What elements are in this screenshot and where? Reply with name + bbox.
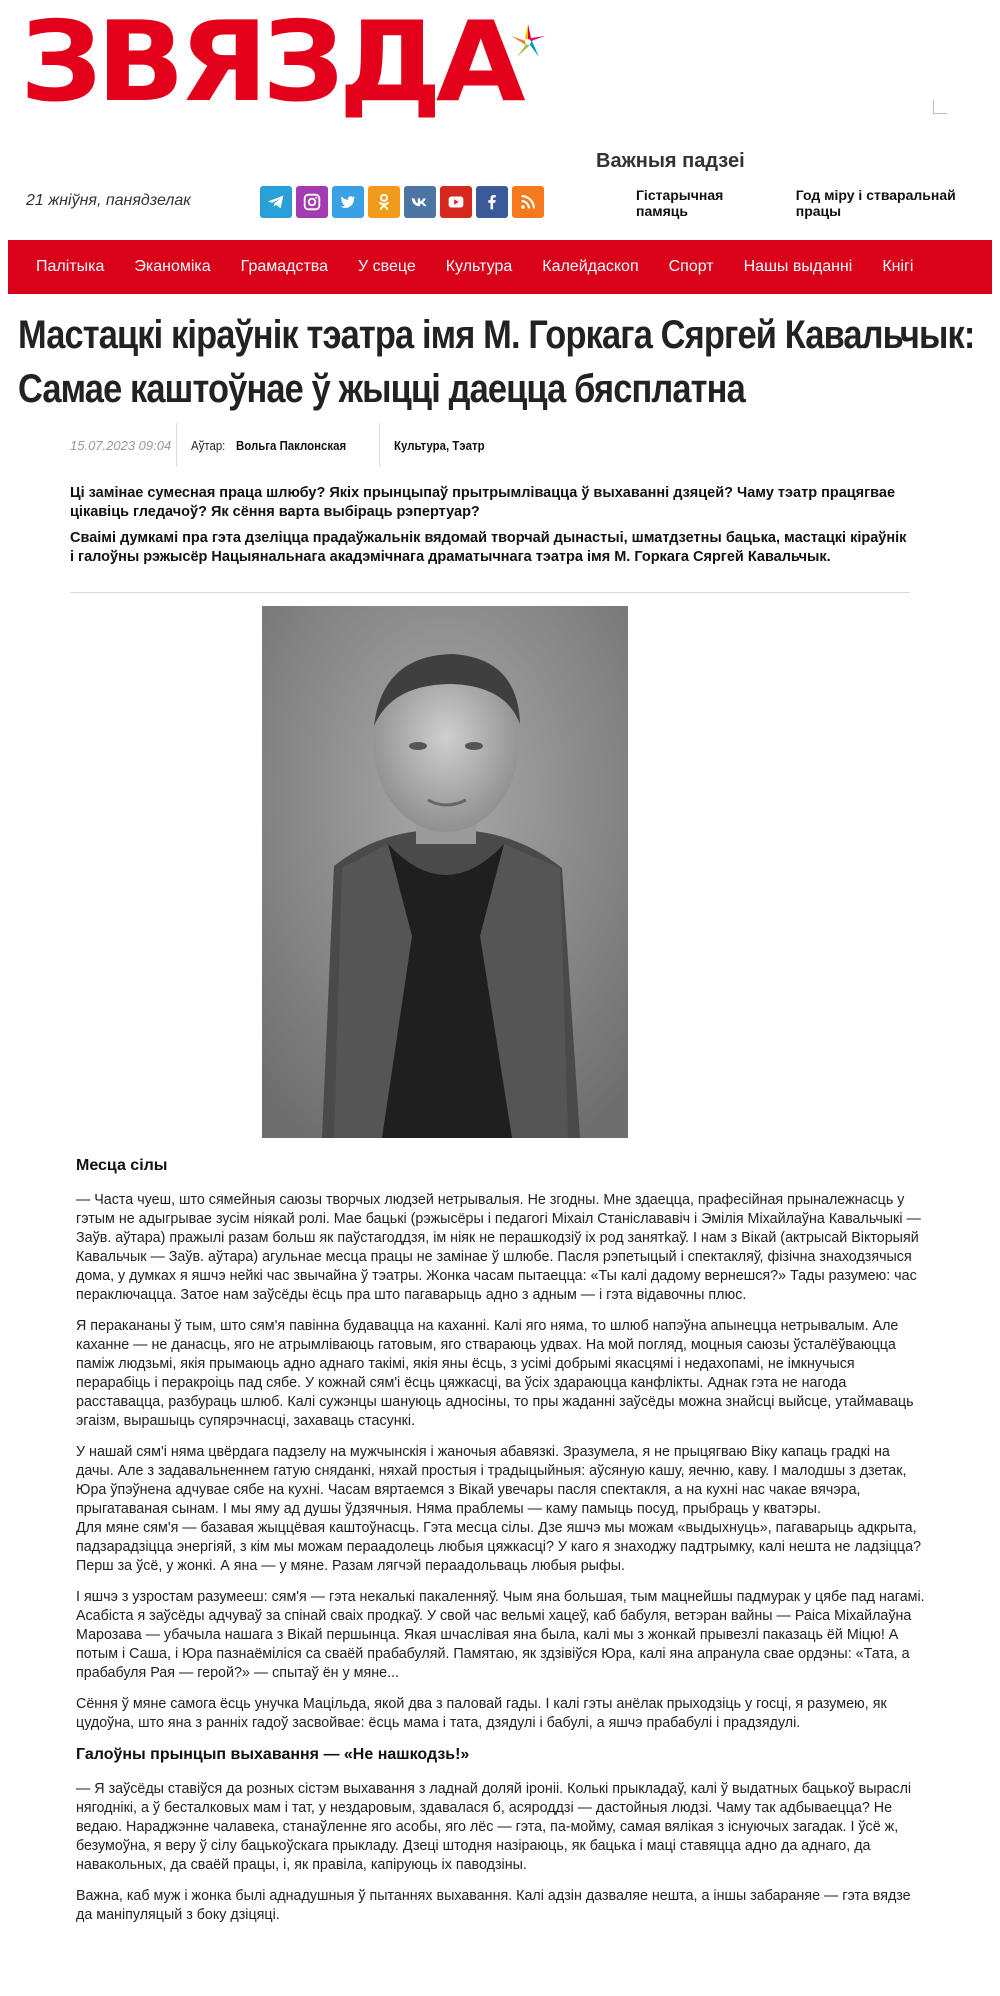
nav-item-politics[interactable]: Палітыка [36, 258, 105, 275]
headline-line-1: Мастацкі кіраўнік тэатра імя М. Горкага Сяргей Кавальчык: [18, 313, 975, 357]
section-heading-upbringing: Галоўны прынцып выхавання — «Не нашкодзь!» [76, 1746, 470, 1763]
paragraph: — Я заўсёды ставіўся да розных сістэм выхавання з ладнай доляй іроніі. Колькі прыкладаў, калі ў выдатных бацькоў выраслі нягоднікі, а ў бесталковых мам і тат, у нездаровым, здавалася б, асяроддзі — дастойныя людзі. Чаму так адбываецца? Не ведаю. Нараджэнне чалавека, станаўленне яго асобы, яго лёс — гэта, па-мойму, самая вялікая з існуючых загадак. І ўсё ж, безумоўна, я веру ў сілу бацькоўскага прыкладу. Дзеці штодня назіраюць, як бацька і маці ставяцца адно да аднаго, да навакольных, да сваёй працы, і, як правіла, капіруюць іх паводзіны. [76, 1781, 912, 1873]
nav-item-culture[interactable]: Культура [445, 258, 513, 275]
paragraph: Я перакананы ў тым, што сям'я павінна будавацца на каханні. Калі яго няма, то шлюб напэўна апынецца нетрывалым. Але каханне — не данасць, яго не атрымліваюць гатовым, яго ствараюць удвах. На мой погляд, моцныя саюзы ўсталёўваюцца паміж людзьмі, якія прымаюць адно аднаго такімі, якія яны ёсць, з усімі добрымі якасцямі і недахопамі, не імкнучыся перарабіць і перакроіць пад сябе. У кожнай сям'і ёсць цяжкасці, ва ўсіх здараюцца канфлікты. Аднак гэта не нагода расставацца, разбураць шлюб. Калі сужэнцы шануюць адносіны, то пры жаданні заўсёды можна знайсці выйсце, утаймаваць эгаізм, вырашыць супярэчнасці, захаваць стасункі. [76, 1318, 914, 1429]
facebook-icon[interactable] [476, 186, 508, 218]
rss-icon[interactable] [512, 186, 544, 218]
social-links [260, 186, 544, 218]
meta-divider [176, 423, 177, 467]
nav-item-society[interactable]: Грамадства [240, 258, 329, 275]
nav-item-publications[interactable]: Нашы выданні [743, 258, 853, 275]
important-link-year-of-peace[interactable]: Год міру і стваральнай працы [795, 187, 956, 219]
article-headline [18, 308, 975, 416]
article-photo[interactable] [262, 606, 628, 1138]
paragraph: Сёння ў мяне самога ёсць унучка Мацільда, якой два з паловай гады. І калі гэты анёлак прыходзіць у госці, я разумею, як цудоўна, што яна з ранніх гадоў засвойвае: ёсць мама і тата, дзядулі і бабулі, а яшчэ прабабулі і прадзядулі. [76, 1696, 887, 1731]
youtube-icon[interactable] [440, 186, 472, 218]
lead-divider [70, 592, 910, 593]
lead-intro: Сваімі думкамі пра гэта дзеліцца прадаўжальнік вядомай творчай дынастыі, шматдзетны бацька, мастацкі кіраўнік і галоўны рэжысёр Нацыянальнага акадэмічнага драматычнага тэатра імя М. Горкага Сяргей Кавальчык. [70, 530, 907, 565]
paragraph-part: Для мяне сям'я — базавая жыццёвая каштоўнасць. Гэта месца сілы. Дзе яшчэ мы можам «выдыхнуць», пагаварыць адкрыта, падзарадзіцца энергіяй, з кім мы можам пераадолець любыя цяжкасці? У каго я знаходжу падтрымку, калі нешта не ладзіцца? Перш за ўсё, у жонкі. А яна — у мяне. Разам лягчэй пераадольваць любыя рыфы. [76, 1520, 922, 1574]
important-link-history[interactable]: Гістарычная памяць [636, 187, 724, 219]
nav-item-world[interactable]: У свеце [358, 258, 416, 275]
current-date: 21 жніўня, панядзелак [26, 192, 191, 209]
headline-line-2: Самае каштоўнае ў жыцці даецца бясплатна [18, 367, 745, 411]
nav-item-sport[interactable]: Спорт [668, 258, 714, 275]
paragraph: І яшчэ з узростам разумееш: сям'я — гэта некалькі пакаленняў. Чым яна большая, тым мацнейшы падмурак у цябе пад нагамі. Асабіста я заўсёды адчуваў за спінай сваіх продкаў. У свой час вельмі хацеў, каб бабуля, ветэран вайны — Раіса Міхайлаўна Марозава — убачыла нашага з Вікай першынца. Якая шчаслівая яна была, калі мы з жонкай прывезлі паказаць ёй Міцю! А потым і Саша, і Юра пазнаёміліся са сваёй прабабуляй. Памятаю, як здзівіўся Юра, калі яна апранула свае ордэны: «Тата, а прабабуля Рая — герой?» — спытаў ён у мяне... [76, 1589, 925, 1681]
author-link[interactable]: Вольга Паклонская [236, 437, 347, 453]
meta-divider [379, 423, 380, 467]
logo-wordmark: ЗВЯЗДА [20, 0, 520, 127]
article-lead [70, 484, 910, 574]
article-meta [70, 420, 497, 470]
important-events-links [636, 187, 1000, 219]
section-heading-place-of-strength: Месца сілы [76, 1157, 168, 1174]
corner-decoration [933, 100, 947, 114]
twitter-icon[interactable] [332, 186, 364, 218]
nav-item-books[interactable]: Кнігі [882, 258, 914, 275]
logo-star-icon [508, 22, 548, 62]
author-label: Аўтар: [191, 437, 226, 453]
article-body [76, 1152, 928, 1937]
odnoklassniki-icon[interactable] [368, 186, 400, 218]
paragraph: — Часта чуеш, што сямейныя саюзы творчых людзей нетрывалыя. Не згодны. Мне здаецца, прафесійная прыналежнасць у гэтым не адыгрывае зусім ніякай ролі. Мае бацькі (рэжысёры і педагогі Міхаіл Станіслававіч і Эмілія Міхайлаўна Кавальчыкі — Заўв. аўтара) пражылі разам больш як паўстагоддзя, ім ніяк не перашкодзіў іх род занятkaў. І нам з Вікай (актрысай Вікторыяй Кавальчык — Заўв. аўтара) агульнае месца працы не замінае ў шлюбе. Пасля рэпетыцый і спектакляў, фізічна знаходзячыся дома, у думках я яшчэ нейкі час звычайна ў тэатры. Жонка часам пытаецца: «Ты калі дадому вернешся?» Тады разумею: час пераключацца. Затое нам заўсёды ёсць пра што пагаварыць адно з адным — і гэта відавочны плюс. [76, 1192, 921, 1303]
site-logo[interactable] [20, 0, 540, 132]
paragraph [76, 1443, 928, 1576]
portrait-photo [262, 606, 628, 1138]
vk-icon[interactable] [404, 186, 436, 218]
nav-item-kaleidoscope[interactable]: Калейдаскоп [542, 258, 639, 275]
instagram-icon[interactable] [296, 186, 328, 218]
publish-date: 15.07.2023 09:04 [70, 437, 172, 453]
paragraph-part: У нашай сям'і няма цвёрдага падзелу на мужчынскія і жаночыя абавязкі. Зразумела, я не прыцягваю Віку капаць градкі на дачы. Але з задавальненнем гатую сняданкі, няхай простыя і традыцыйныя: аўсяную кашу, яечню, каву. І малодшы з дзетак, Юра ўпэўнена адчувае сябе на кухні. Часам вяртаемся з Вікай увечары пасля спектакля, а на кухні нас чакае вячэра, прыгатаваная сынам. І мы яму ад душы ўдзячныя. Няма праблемы — каму памыць посуд, прыбраць у кватэры. [76, 1444, 907, 1517]
nav-item-economy[interactable]: Эканоміка [134, 258, 211, 275]
telegram-icon[interactable] [260, 186, 292, 218]
important-events-title: Важныя падзеі [596, 150, 745, 172]
article-tags[interactable]: Культура, Тэатр [394, 437, 485, 453]
paragraph: Важна, каб муж і жонка былі аднадушныя ў пытаннях выхавання. Калі адзін дазваляе нешта, а іншы забараняе — гэта вядзе да маніпуляцый з боку дзіцяці. [76, 1888, 911, 1923]
main-navigation [8, 240, 992, 294]
lead-questions: Ці замінае сумесная праца шлюбу? Якіх прынцыпаў прытрымлівацца ў выхаванні дзяцей? Чаму тэатр працягвае цікавіць гледачоў? Як сёння варта выбіраць рэпертуар? [70, 485, 896, 520]
